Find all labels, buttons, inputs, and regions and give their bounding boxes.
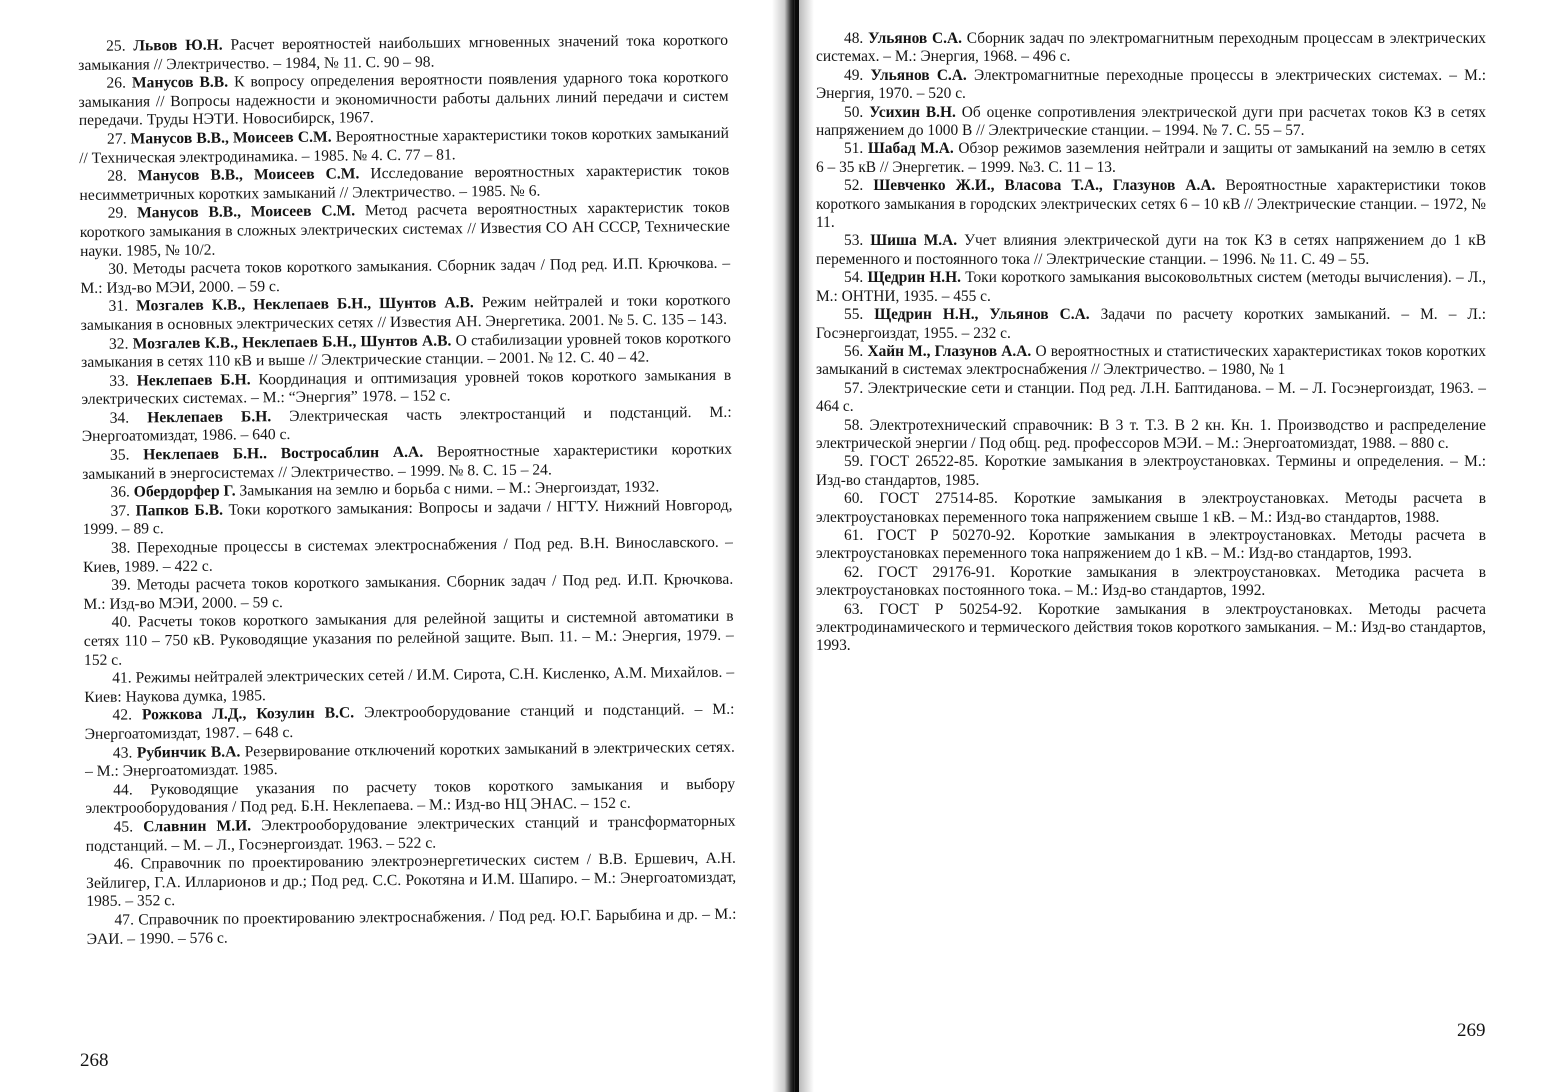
bibliography-entry — [816, 104, 1486, 141]
entry-author: Неклепаев Б.Н. — [136, 371, 251, 390]
entry-number: 41. — [112, 669, 132, 687]
book-spine-line — [795, 0, 799, 1092]
entry-number: 61. — [844, 526, 864, 544]
entry-text: ГОСТ Р 50254-92. Короткие замыкания в электроустановках. Методы расчета электродинамического и термического действия токов короткого замыкания. – М.: Изд-во стандартов, 1993. — [816, 600, 1486, 655]
page-number-right: 269 — [1457, 1020, 1486, 1041]
entry-number: 49. — [844, 66, 864, 84]
entry-author: Рожкова Л.Д., Козулин В.С. — [141, 704, 355, 724]
entry-number: 47. — [114, 911, 135, 929]
bibliography-entry — [81, 329, 731, 372]
bibliography-entry — [82, 441, 732, 484]
entry-text: Замыкания на землю и борьба с ними. – М.: Энергоиздат, 1932. — [239, 478, 660, 500]
entry-author: Мозгалев К.В., Неклепаев Б.Н., Шунтов А.В. — [136, 294, 474, 315]
bibliography-entry — [86, 906, 736, 949]
bibliography-entry — [82, 404, 732, 447]
entry-number: 38. — [110, 539, 131, 557]
entry-number: 59. — [844, 453, 864, 471]
entry-text: Электрооборудование станций и подстанций. – М.: Энергоатомиздат, 1987. – 648 с. — [84, 701, 735, 743]
entry-number: 40. — [111, 613, 132, 632]
entry-number: 30. — [108, 260, 128, 278]
bibliography-entry — [816, 232, 1486, 269]
entry-number: 28. — [107, 167, 127, 185]
entry-author: Манусов В.В., Моисеев С.М. — [136, 202, 356, 222]
entry-number: 57. — [844, 379, 864, 397]
bibliography-list-left — [78, 32, 737, 949]
right-page — [800, 0, 1560, 1092]
entry-author: Манусов В.В., Моисеев С.М. — [130, 128, 332, 148]
bibliography-entry — [79, 125, 729, 168]
bibliography-entry — [816, 67, 1486, 104]
entry-text: Исследование вероятностных характеристик токов несимметричных коротких замыканий // Электричество. – 1985. № 6. — [79, 161, 730, 204]
bibliography-entry — [816, 490, 1486, 527]
entry-number: 26. — [106, 74, 127, 92]
entry-number: 63. — [844, 600, 864, 618]
bibliography-entry — [83, 534, 733, 577]
entry-author: Славнин М.И. — [143, 817, 252, 836]
entry-number: 54. — [844, 269, 864, 287]
entry-number: 55. — [844, 306, 864, 324]
entry-author: Папков Б.В. — [135, 501, 224, 520]
entry-author: Щедрин Н.Н., Ульянов С.А. — [874, 306, 1090, 324]
bibliography-entry — [84, 664, 734, 707]
entry-number: 25. — [105, 37, 126, 55]
bibliography-entry — [816, 343, 1486, 380]
entry-number: 37. — [110, 502, 131, 520]
entry-author: Львов Ю.Н. — [133, 36, 223, 55]
entry-number: 27. — [106, 130, 127, 148]
bibliography-list-right — [816, 30, 1486, 656]
entry-author: Рубинчик В.А. — [136, 743, 241, 762]
page-number-left: 268 — [80, 1050, 109, 1071]
entry-text: Режимы нейтралей электрических сетей / И.М. Сирота, С.Н. Кисленко, А.М. Михайлов. – Киев: Наукова думка, 1985. — [84, 663, 735, 706]
entry-author: Щедрин Н.Н. — [867, 269, 961, 287]
bibliography-entry — [78, 69, 729, 131]
entry-number: 56. — [844, 342, 864, 360]
entry-number: 62. — [844, 563, 864, 581]
bibliography-entry — [816, 30, 1486, 67]
bibliography-entry — [816, 453, 1486, 490]
entry-text: Электрооборудование электрических станций и трансформаторных подстанций. – М. – Л., Госэнергоиздат. 1963. – 522 с. — [85, 812, 736, 855]
entry-number: 42. — [112, 706, 133, 725]
bibliography-entry — [83, 571, 733, 614]
entry-number: 52. — [844, 177, 864, 195]
bibliography-entry — [816, 417, 1486, 454]
bibliography-entry — [816, 140, 1486, 177]
entry-text: Вероятностные характеристики коротких замыканий в энергосистемах // Электричество. – 1999. № 8. С. 15 – 24. — [82, 440, 733, 483]
entry-number: 58. — [844, 416, 864, 434]
bibliography-entry — [816, 269, 1486, 306]
entry-text: Методы расчета токов короткого замыкания. Сборник задач / Под ред. И.П. Крючкова. М.: Изд-во МЭИ, 2000. – 59 с. — [83, 570, 734, 613]
entry-text: Справочник по проектированию электроэнергетических систем / В.В. Ершевич, А.Н. Зейлигер, Г.А. Илларионов и др.; Под ред. С.С. Рокотяна и И.М. Шапиро. – М.: Энергоатомиздат, 1985. – 352 с. — [86, 849, 737, 911]
bibliography-entry — [85, 775, 735, 818]
entry-text: Задачи по расчету коротких замыканий. – М. – Л.: Госэнергоиздат, 1955. – 232 с. — [816, 306, 1486, 342]
bibliography-entry — [78, 32, 728, 75]
entry-text: О стабилизации уровней токов короткого замыкания в сетях 110 кВ и выше // Электрические станции. – 2001. № 12. С. 40 – 42. — [81, 329, 732, 372]
entry-text: Токи короткого замыкания: Вопросы и задачи / НГТУ. Нижний Новгород, 1999. – 89 с. — [82, 496, 733, 539]
bibliography-entry — [816, 564, 1486, 601]
entry-number: 43. — [112, 744, 133, 762]
bibliography-entry — [84, 701, 734, 744]
entry-author: Шабад М.А. — [867, 140, 954, 158]
entry-number: 60. — [844, 490, 864, 508]
entry-number: 32. — [108, 335, 129, 353]
bibliography-entry — [79, 162, 729, 205]
bibliography-entry — [80, 255, 730, 298]
entry-number: 34. — [109, 409, 130, 427]
bibliography-entry — [80, 292, 730, 335]
entry-text: Об оценке сопротивления электрической дуги при расчетах токов КЗ в сетях напряжением до 1000 В // Электрические станции. – 1994. № 7. С. 55 – 57. — [816, 103, 1486, 140]
entry-number: 35. — [109, 446, 130, 464]
entry-author: Усихин В.Н. — [869, 103, 956, 121]
entry-text: Электромагнитные переходные процессы в электрических системах. – М.: Энергия, 1970. – 520 с. — [816, 66, 1486, 103]
entry-text: ГОСТ 27514-85. Короткие замыкания в электроустановках. Методы расчета в электроустановках переменного тока напряжением свыше 1 кВ. – М.: Изд-во стандартов, 1988. — [816, 490, 1486, 526]
bibliography-entry — [816, 527, 1486, 564]
entry-text: Вероятностные характеристики токов коротких замыканий // Техническая электродинамика. – 1985. № 4. С. 77 – 81. — [79, 124, 730, 167]
entry-author: Манусов В.В., Моисеев С.М. — [137, 165, 360, 185]
bibliography-entry — [816, 380, 1486, 417]
bibliography-entry — [85, 813, 735, 856]
entry-author: Хайн М., Глазунов А.А. — [867, 342, 1032, 360]
entry-number: 46. — [113, 855, 134, 873]
entry-author: Ульянов С.А. — [870, 66, 967, 84]
entry-text: Резервирование отключений коротких замыканий в электрических сетях. – М.: Энергоатомиздат. 1985. — [84, 738, 735, 781]
entry-number: 31. — [108, 297, 129, 316]
entry-number: 48. — [844, 30, 864, 47]
bibliography-entry — [82, 497, 732, 540]
entry-number: 50. — [844, 103, 864, 121]
entry-text: ГОСТ 29176-91. Короткие замыкания в электроустановках. Методика расчета в электроустановках постоянного тока. – М.: Изд-во стандартов, 1992. — [816, 563, 1486, 600]
entry-text: О вероятностных и статистических характеристиках токов коротких замыканий в системах электроснабжения // Электричество. – 1980, № 1 — [816, 342, 1486, 379]
entry-text: Электротехнический справочник: В 3 т. Т.3. В 2 кн. Кн. 1. Производство и распределение электрической энергии / Под общ. ред. профессоров МЭИ. – М.: Энергоатомиздат, 1988. – 880 с. — [816, 416, 1486, 452]
entry-number: 51. — [844, 140, 864, 158]
entry-number: 44. — [113, 781, 133, 799]
entry-author: Ульянов С.А. — [868, 30, 962, 47]
entry-text: Режим нейтралей и токи короткого замыкания в основных электрических сетях // Известия АН. Энергетика. 2001. № 5. С. 135 – 143. — [80, 292, 731, 334]
bibliography-entry — [816, 306, 1486, 343]
entry-number: 39. — [111, 576, 131, 594]
entry-author: Шиша М.А. — [870, 232, 958, 250]
entry-number: 45. — [113, 818, 134, 836]
entry-number: 33. — [109, 372, 129, 390]
entry-text: Учет влияния электрической дуги на ток КЗ в сетях напряжением до 1 кВ переменного и постоянного тока // Электрические станции. – 1996. № 11. С. 49 – 55. — [816, 232, 1486, 268]
bibliography-entry — [86, 850, 737, 912]
bibliography-entry — [85, 738, 735, 781]
bibliography-entry — [84, 608, 735, 670]
entry-text: Обзор режимов заземления нейтрали и защиты от замыканий на землю в сетях 6 – 35 кВ // Энергетик. – 1999. №3. С. 11 – 13. — [816, 140, 1486, 176]
entry-text: Сборник задач по электромагнитным переходным процессам в электрических системах. – М.: Энергия, 1968. – 496 с. — [816, 30, 1486, 66]
entry-text: ГОСТ Р 50270-92. Короткие замыкания в электроустановках. Методы расчета в электроустановках переменного тока напряжением до 1 кВ. – М.: Изд-во стандартов, 1993. — [816, 526, 1486, 563]
entry-text: Вероятностные характеристики токов короткого замыкания в городских электрических сетях 6 – 10 кВ // Электрические станции. – 1972, № 11. — [816, 177, 1486, 232]
entry-text: Расчеты токов короткого замыкания для релейной защиты и системной автоматики в сетях 110 – 750 кВ. Руководящие указания по релейной защите. Вып. 11. – М.: Энергия, 1979. – 152 с. — [83, 608, 734, 669]
entry-text: Координация и оптимизация уровней токов короткого замыкания в электрических системах. – М.: “Энергия” 1978. – 152 с. — [81, 366, 732, 409]
entry-text: ГОСТ 26522-85. Короткие замыкания в электроустановках. Термины и определения. – М.: Изд-во стандартов, 1985. — [816, 453, 1486, 489]
entry-author: Неклепаев Б.Н.. Востросаблин А.А. — [143, 443, 424, 464]
entry-text: Руководящие указания по расчету токов короткого замыкания и выбору электрооборудования / Под ред. Б.Н. Неклепаева. – М.: Изд-во НЦ ЭНАС. – 152 с. — [85, 775, 736, 818]
entry-number: 36. — [110, 483, 130, 501]
entry-text: Электрические сети и станции. Под ред. Л.Н. Баптиданова. – М. – Л. Госэнергоиздат, 1963. – 464 с. — [816, 379, 1486, 416]
entry-number: 53. — [844, 232, 864, 250]
entry-text: Справочник по проектированию электроснабжения. / Под ред. Ю.Г. Барыбина и др. – М.: ЭАИ. – 1990. – 576 с. — [86, 905, 737, 948]
entry-author: Обердорфер Г. — [133, 482, 236, 501]
bibliography-entry — [816, 177, 1486, 232]
entry-author: Шевченко Ж.И., Власова Т.А., Глазунов А.А. — [873, 177, 1216, 195]
entry-author: Мозгалев К.В., Неклепаев Б.Н., Шунтов А.В. — [132, 331, 452, 352]
bibliography-entry — [80, 199, 731, 261]
entry-text: К вопросу определения вероятности появления ударного тока короткого замыкания // Вопросы надежности и экономичности работы дальних линий передачи и систем передачи. Труды НЭТИ. Новосибирск, 1967. — [78, 68, 729, 130]
entry-text: Электрическая часть электростанций и подстанций. М.: Энергоатомиздат, 1986. – 640 с. — [81, 403, 732, 446]
entry-text: Токи короткого замыкания высоковольтных систем (методы вычисления). – Л., М.: ОНТНИ, 1935. – 455 с. — [816, 269, 1486, 305]
entry-author: Манусов В.В. — [131, 73, 229, 92]
entry-text: Переходные процессы в системах электроснабжения / Под ред. В.Н. Винославского. – Киев, 1989. – 422 с. — [82, 533, 733, 576]
entry-text: Методы расчета токов короткого замыкания. Сборник задач / Под ред. И.П. Крючкова. – М.: Изд-во МЭИ, 2000. – 59 с. — [80, 254, 731, 297]
bibliography-entry — [816, 601, 1486, 656]
bibliography-entry — [81, 366, 731, 409]
entry-text: Расчет вероятностей наибольших мгновенных значений тока короткого замыкания // Электричество. – 1984, № 11. С. 90 – 98. — [78, 31, 729, 74]
entry-text: Метод расчета вероятностных характеристик токов короткого замыкания в сложных электрических системах // Известия СО АН СССР, Технические науки. 1985, № 10/2. — [79, 199, 730, 260]
entry-author: Неклепаев Б.Н. — [147, 408, 272, 427]
entry-number: 29. — [107, 204, 128, 223]
